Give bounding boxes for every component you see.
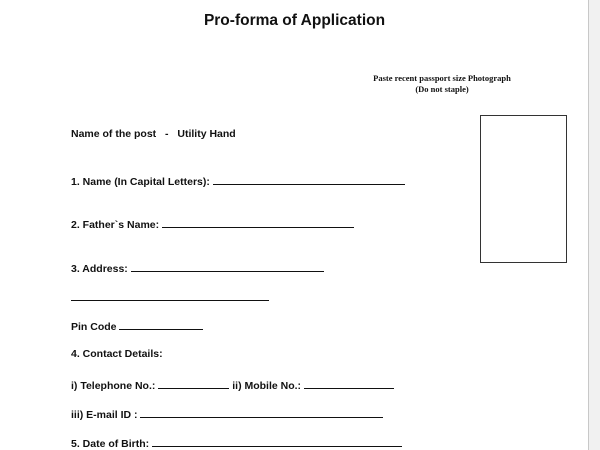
photo-box[interactable] (480, 115, 567, 263)
mobile-input-line[interactable] (304, 377, 394, 389)
father-name-input-line[interactable] (162, 216, 354, 228)
telephone-input-line[interactable] (158, 377, 229, 389)
father-name-row (71, 216, 354, 232)
post-label: Name of the post (71, 128, 157, 140)
address-input-line[interactable] (131, 260, 324, 272)
dob-label: 5. Date of Birth: (71, 438, 150, 450)
page-edge (588, 0, 589, 450)
telephone-label: i) Telephone No.: (71, 380, 156, 392)
address-second-line[interactable] (71, 300, 269, 301)
contact-details-row (71, 347, 163, 361)
father-name-label: 2. Father`s Name: (71, 219, 160, 231)
dob-input-line[interactable] (152, 435, 402, 447)
photo-instruction-line1: Paste recent passport size Photograph (373, 73, 511, 83)
pin-code-row (71, 318, 203, 334)
email-input-line[interactable] (140, 406, 383, 418)
pin-code-input-line[interactable] (119, 318, 203, 330)
name-row (71, 173, 405, 189)
post-value: Utility Hand (177, 128, 236, 140)
name-label: 1. Name (In Capital Letters): (71, 176, 210, 188)
address-row (71, 260, 324, 276)
post-line (71, 127, 236, 141)
address-label: 3. Address: (71, 263, 128, 275)
mobile-label: ii) Mobile No.: (232, 380, 302, 392)
page-margin-shade (589, 0, 600, 450)
email-row (71, 406, 383, 422)
contact-details-label: 4. Contact Details: (71, 348, 163, 360)
form-title: Pro-forma of Application (203, 12, 386, 29)
email-label: iii) E-mail ID : (71, 409, 138, 421)
pin-code-label: Pin Code (71, 321, 117, 333)
photo-instruction (356, 73, 528, 95)
phone-row (71, 377, 394, 393)
dob-row (71, 435, 402, 450)
post-separator: - (165, 128, 169, 140)
name-input-line[interactable] (213, 173, 405, 185)
photo-instruction-line2: (Do not staple) (415, 84, 469, 94)
